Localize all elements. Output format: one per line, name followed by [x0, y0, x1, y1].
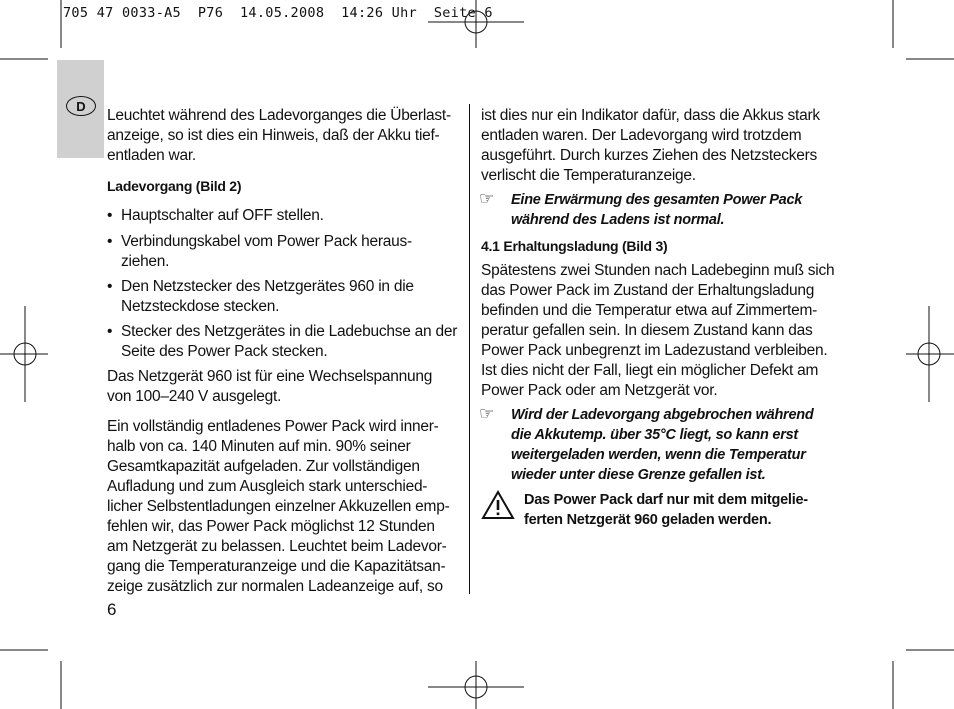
paragraph: Spätestens zwei Stunden nach Ladebeginn muß sich das Power Pack im Zustand der Erhaltungsladung befinden und die Temperatur etwa auf Zimmertem- peratur gefallen sein. In diesem Zustand kann das Power Pack unbegrenzt im Ladezustand verbleiben. Ist dies nicht der Fall, liegt ein möglicher Defekt am Power Pack oder am Netzgerät vor.: [481, 262, 835, 399]
warning-triangle-icon: [481, 490, 524, 530]
warning-block: Das Power Pack darf nur mit dem mitgelie- ferten Netzgerät 960 geladen werden.: [481, 490, 841, 530]
list-item: • Verbindungskabel vom Power Pack heraus- ziehen.: [107, 233, 412, 270]
intro-paragraph: Leuchtet während des Ladevorganges die Überlast- anzeige, so ist dies ein Hinweis, daß der Akku tief- entladen war.: [107, 107, 451, 164]
list-item: • Stecker des Netzgerätes in die Ladebuchse an der Seite des Power Pack stecken.: [107, 323, 458, 360]
pointing-hand-icon: ☞: [479, 189, 494, 208]
right-column: [481, 106, 841, 530]
note-block: ☞ Wird der Ladevorgang abgebrochen während die Akkutemp. über 35°C liegt, so kann erst weitergeladen werden, wenn die Temperatur wieder unter diese Grenze gefallen ist.: [479, 404, 814, 483]
section-heading: Ladevorgang (Bild 2): [107, 178, 242, 194]
print-slug: 705 47 0033-A5 P76 14.05.2008 14:26 Uhr Seite 6: [63, 5, 493, 21]
page-number: 6: [107, 600, 117, 619]
left-column: [107, 106, 462, 597]
pointing-hand-icon: ☞: [479, 404, 494, 423]
list-item: • Hauptschalter auf OFF stellen.: [107, 207, 324, 224]
paragraph: Das Netzgerät 960 ist für eine Wechselspannung von 100–240 V ausgelegt.: [107, 368, 433, 405]
paragraph: Ein vollständig entladenes Power Pack wird inner- halb von ca. 140 Minuten auf min. 90% seiner Gesamtkapazität aufgeladen. Zur vollständigen Aufladung und zum Ausgleich stark unterschied- licher Selbstentladungen einzelner Akkuzellen emp- fehlen wir, das Power Pack möglichst 12 Stunden am Netzgerät zu belassen. Leuchtet beim Ladevor- gang die Temperaturanzeige und die Kapazitätsan- zeige zusätzlich zur normalen Ladeanzeige auf, so: [107, 418, 450, 595]
section-heading: 4.1 Erhaltungsladung (Bild 3): [481, 238, 668, 254]
column-divider: [469, 104, 470, 594]
note-block: ☞ Eine Erwärmung des gesamten Power Pack während des Ladens ist normal.: [479, 189, 803, 228]
language-badge: D: [66, 96, 96, 116]
paragraph: ist dies nur ein Indikator dafür, dass die Akkus stark entladen waren. Der Ladevorgang wird trotzdem ausgeführt. Durch kurzes Ziehen des Netzsteckers verlischt die Temperaturanzeige.: [481, 107, 820, 184]
list-item: • Den Netzstecker des Netzgerätes 960 in die Netzsteckdose stecken.: [107, 278, 414, 315]
